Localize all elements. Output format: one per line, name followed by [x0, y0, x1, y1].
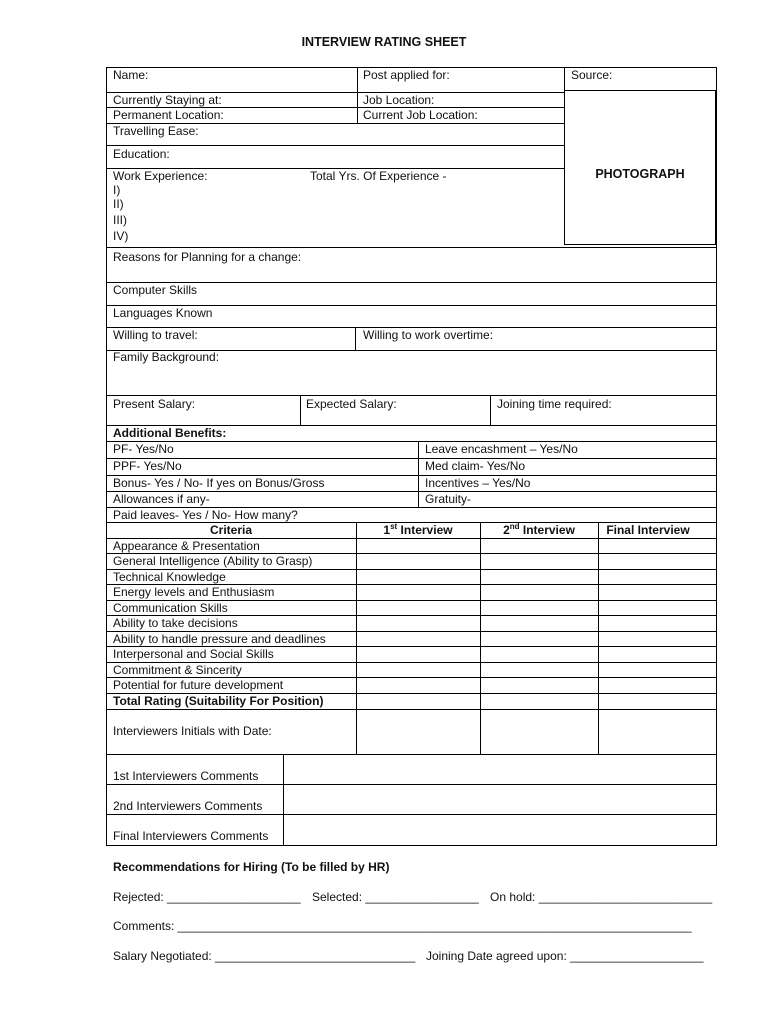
willing-travel-field[interactable]: Willing to travel:	[113, 328, 198, 342]
criteria-header: Criteria	[209, 523, 253, 537]
divider	[106, 247, 717, 248]
experience-item[interactable]: I)	[113, 183, 121, 197]
criteria-row: Potential for future development	[113, 678, 284, 692]
benefit-allowances[interactable]: Allowances if any-	[113, 492, 210, 506]
photograph-label: PHOTOGRAPH	[595, 167, 685, 181]
family-background-field[interactable]: Family Background:	[113, 350, 220, 364]
divider	[490, 395, 491, 425]
rating-cells-second[interactable]	[481, 539, 598, 754]
first-interview-header	[356, 523, 480, 537]
benefits-heading: Additional Benefits:	[113, 426, 227, 440]
form-left-border	[106, 67, 107, 846]
work-experience-field[interactable]: Work Experience:	[113, 169, 208, 183]
divider	[106, 441, 717, 442]
benefit-ppf[interactable]: PPF- Yes/No	[113, 459, 182, 473]
criteria-row: Commitment & Sincerity	[113, 663, 242, 677]
criteria-row: Appearance & Presentation	[113, 539, 260, 553]
divider	[418, 441, 419, 507]
present-salary-field[interactable]: Present Salary:	[113, 397, 196, 411]
criteria-row: Interpersonal and Social Skills	[113, 647, 274, 661]
computer-skills-field[interactable]: Computer Skills	[113, 283, 198, 297]
expected-salary-field[interactable]: Expected Salary:	[306, 397, 397, 411]
post-applied-field[interactable]: Post applied for:	[363, 68, 450, 82]
divider	[106, 845, 717, 846]
rating-cells-final[interactable]	[599, 539, 716, 754]
second-comments-field[interactable]	[284, 785, 716, 814]
second-comments-label: 2nd Interviewers Comments	[113, 799, 263, 813]
criteria-row: Technical Knowledge	[113, 570, 226, 584]
rating-cells-first[interactable]	[357, 539, 480, 754]
criteria-row: Ability to take decisions	[113, 616, 238, 630]
rejected-field[interactable]: Rejected: ____________________	[113, 890, 301, 904]
divider	[106, 145, 564, 146]
divider	[355, 327, 356, 350]
total-rating-row: Total Rating (Suitability For Position)	[113, 694, 324, 708]
benefit-incentives[interactable]: Incentives – Yes/No	[425, 476, 531, 490]
first-interview-number: 1	[383, 523, 391, 537]
divider	[564, 67, 565, 90]
joining-date-field[interactable]: Joining Date agreed upon: ____________________	[426, 949, 704, 963]
reasons-change-field[interactable]: Reasons for Planning for a change:	[113, 250, 302, 264]
divider	[106, 282, 717, 283]
criteria-row: Ability to handle pressure and deadlines	[113, 632, 326, 646]
first-comments-field[interactable]	[284, 755, 716, 784]
selected-field[interactable]: Selected: _________________	[312, 890, 479, 904]
benefit-pf[interactable]: PF- Yes/No	[113, 442, 174, 456]
experience-item[interactable]: IV)	[113, 229, 129, 243]
willing-overtime-field[interactable]: Willing to work overtime:	[363, 328, 494, 342]
second-interview-label: Interview	[519, 523, 575, 537]
current-job-location-field[interactable]: Current Job Location:	[363, 108, 478, 122]
second-interview-number: 2	[503, 523, 510, 537]
final-comments-field[interactable]	[284, 815, 716, 845]
job-location-field[interactable]: Job Location:	[363, 93, 435, 107]
education-field[interactable]: Education:	[113, 147, 170, 161]
interviewer-initials-row: Interviewers Initials with Date:	[113, 724, 272, 738]
divider	[106, 395, 717, 396]
second-interview-header	[480, 523, 598, 537]
divider	[106, 458, 717, 459]
permanent-location-field[interactable]: Permanent Location:	[113, 108, 224, 122]
benefit-gratuity[interactable]: Gratuity-	[425, 492, 472, 506]
source-field[interactable]: Source:	[571, 68, 613, 82]
sheet-title: INTERVIEW RATING SHEET	[301, 35, 467, 49]
recommendations-heading: Recommendations for Hiring (To be filled by HR)	[113, 860, 390, 874]
joining-time-field[interactable]: Joining time required:	[497, 397, 612, 411]
second-interview-suffix: nd	[509, 522, 520, 531]
name-field[interactable]: Name:	[113, 68, 149, 82]
form-right-border	[716, 67, 717, 846]
first-interview-suffix: st	[390, 522, 398, 531]
divider	[357, 67, 358, 123]
criteria-row: Energy levels and Enthusiasm	[113, 585, 275, 599]
benefit-paid-leaves[interactable]: Paid leaves- Yes / No- How many?	[113, 508, 298, 522]
comments-field[interactable]: Comments: _____________________________________________________________________________	[113, 919, 692, 933]
photograph-box[interactable]	[564, 90, 716, 245]
benefit-bonus[interactable]: Bonus- Yes / No- If yes on Bonus/Gross	[113, 476, 325, 490]
first-interview-label: Interview	[397, 523, 453, 537]
divider	[300, 395, 301, 425]
on-hold-field[interactable]: On hold: __________________________	[490, 890, 713, 904]
criteria-row: General Intelligence (Ability to Grasp)	[113, 554, 313, 568]
final-comments-label: Final Interviewers Comments	[113, 829, 269, 843]
first-comments-label: 1st Interviewers Comments	[113, 769, 259, 783]
final-interview-header: Final Interview	[606, 523, 690, 537]
experience-item[interactable]: III)	[113, 213, 127, 227]
total-experience-field[interactable]: Total Yrs. Of Experience -	[310, 169, 447, 183]
languages-known-field[interactable]: Languages Known	[113, 306, 213, 320]
salary-negotiated-field[interactable]: Salary Negotiated: ______________________________	[113, 949, 416, 963]
travelling-ease-field[interactable]: Travelling Ease:	[113, 124, 199, 138]
benefit-leave-encashment[interactable]: Leave encashment – Yes/No	[425, 442, 578, 456]
experience-item[interactable]: II)	[113, 197, 124, 211]
currently-staying-field[interactable]: Currently Staying at:	[113, 93, 222, 107]
criteria-row: Communication Skills	[113, 601, 228, 615]
benefit-med-claim[interactable]: Med claim- Yes/No	[425, 459, 526, 473]
